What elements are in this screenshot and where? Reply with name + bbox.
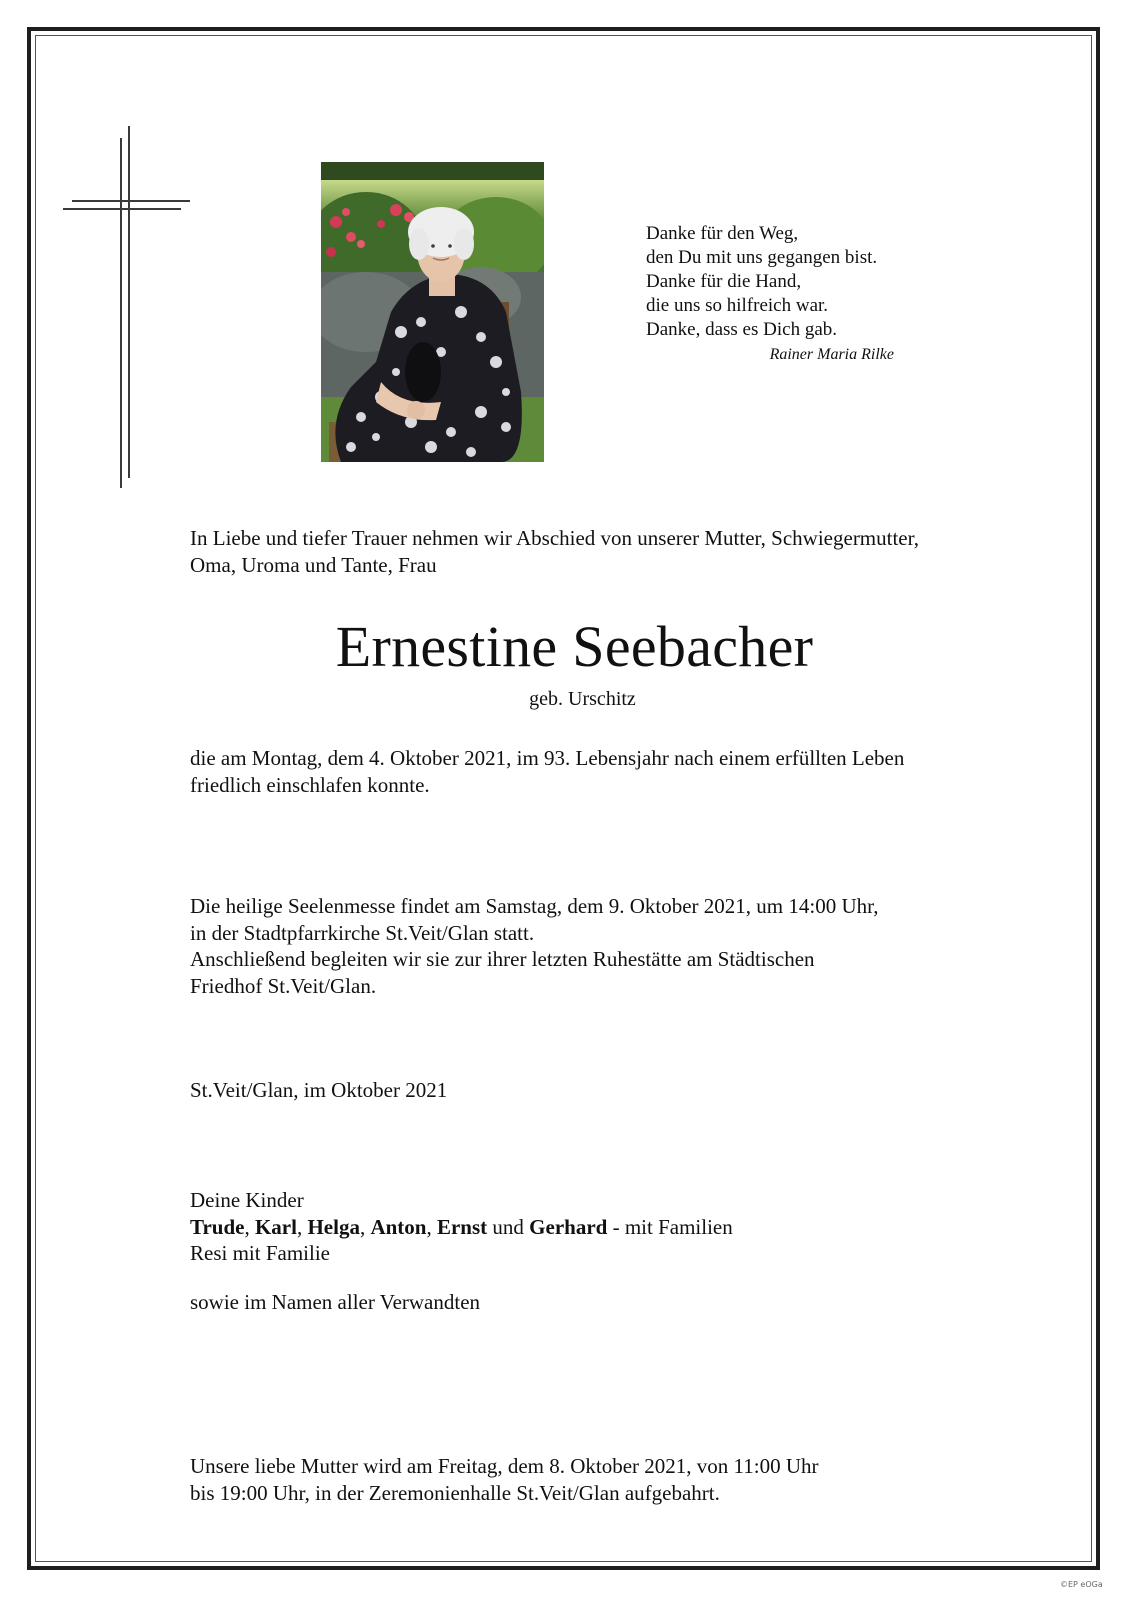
portrait-photo [321,162,544,462]
intro-line-1: In Liebe und tiefer Trauer nehmen wir Abschied von unserer Mutter, Schwiegermutter, [190,526,920,550]
poem-line: Danke für die Hand, [646,271,802,292]
other-mourner: Resi mit Familie [190,1241,330,1265]
child-name: Helga [307,1214,360,1239]
death-notice-line-2: friedlich einschlafen konnte. [190,772,430,797]
children-line: Trude, Karl, Helga, Anton, Ernst und Gerhard - mit Familien [190,1214,733,1239]
child-name: Trude [190,1214,245,1239]
child-name: Ernst [436,1214,488,1239]
relatives-line: sowie im Namen aller Verwandten [190,1289,481,1314]
intro-line-2: Oma, Uroma und Tante, Frau [190,552,437,577]
death-notice [190,745,904,798]
deceased-name: Ernestine Seebacher [335,614,814,679]
child-name: Karl [254,1214,297,1239]
poem [646,222,946,342]
child-name: Gerhard [529,1214,608,1239]
viewing-line-2: bis 19:00 Uhr, in der Zeremonienhalle St.Veit/Glan aufgebahrt. [190,1480,720,1505]
maiden-name: geb. Urschitz [529,688,636,710]
poem-line: den Du mit uns gegangen bist. [646,247,878,268]
mass-line-1: Die heilige Seelenmesse findet am Samstag, dem 9. Oktober 2021, um 14:00 Uhr, [190,894,879,918]
mourners-heading: Deine Kinder [190,1188,304,1212]
poem-line: Danke, dass es Dich gab. [646,319,838,340]
cross-icon [60,126,190,491]
mourners [190,1187,733,1315]
mass-line-2: in der Stadtpfarrkirche St.Veit/Glan statt. [190,920,535,945]
poem-line: Danke für den Weg, [646,223,799,244]
poem-line: die uns so hilfreich war. [646,295,829,316]
viewing-line-1: Unsere liebe Mutter wird am Freitag, dem 8. Oktober 2021, von 11:00 Uhr [190,1454,819,1478]
place-date: St.Veit/Glan, im Oktober 2021 [190,1078,448,1102]
mass-line-4: Friedhof St.Veit/Glan. [190,973,377,998]
intro-text [190,525,919,578]
copyright-mark: ©EP eOGa [1060,1580,1103,1589]
death-notice-line-1: die am Montag, dem 4. Oktober 2021, im 93. Lebensjahr nach einem erfüllten Leben [190,746,905,770]
child-name: Anton [370,1214,427,1239]
mass-line-3: Anschließend begleiten wir sie zur ihrer letzten Ruhestätte am Städtischen [190,947,815,971]
mass-info [190,893,879,999]
viewing-info [190,1453,819,1506]
children-suffix: - mit Familien [607,1214,733,1239]
poem-author: Rainer Maria Rilke [769,346,894,363]
